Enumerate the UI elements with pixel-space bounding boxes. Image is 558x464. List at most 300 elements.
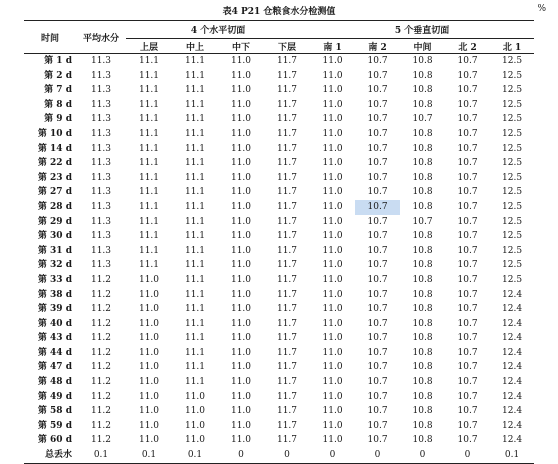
table-cell: 10.7	[457, 377, 478, 388]
table-cell: 12.4	[502, 435, 523, 446]
row-label: 第 2 d	[44, 70, 72, 81]
row-label: 第 9 d	[44, 114, 72, 125]
table-cell: 11.7	[276, 85, 298, 96]
table-cell: 10.8	[412, 143, 433, 154]
table-cell: 12.5	[502, 70, 523, 81]
table-cell: 12.5	[502, 85, 523, 96]
table-cell: 11.1	[184, 85, 206, 96]
table-cell: 11.2	[90, 406, 112, 417]
table-cell: 10.7	[367, 128, 388, 139]
table-cell: 11.1	[184, 245, 206, 256]
table-cell: 10.7	[457, 347, 478, 358]
table-row	[24, 83, 534, 98]
table-cell: 10.8	[412, 274, 433, 285]
table-cell: 11.1	[138, 99, 160, 110]
table-cell: 11.0	[230, 347, 252, 358]
header-group-vertical: 5 个垂直切面	[310, 21, 534, 39]
table-cell: 10.7	[367, 216, 388, 227]
table-cell: 11.1	[138, 143, 160, 154]
table-cell: 10.8	[412, 158, 433, 169]
table-cell: 12.5	[502, 99, 523, 110]
table-cell: 10.7	[457, 333, 478, 344]
table-row	[24, 156, 534, 171]
table-cell: 11.1	[138, 187, 160, 198]
table-cell: 11.7	[276, 114, 298, 125]
table-cell: 11.0	[322, 245, 343, 256]
table-cell: 10.8	[412, 187, 433, 198]
table-cell: 11.0	[138, 435, 160, 446]
table-row	[24, 331, 534, 346]
table-cell: 11.0	[322, 128, 343, 139]
table-cell: 10.7	[457, 187, 478, 198]
table-cell: 11.0	[322, 318, 343, 329]
table-cell: 11.0	[230, 377, 252, 388]
table-cell: 11.0	[230, 362, 252, 373]
table-cell: 10.7	[457, 274, 478, 285]
summary-cell: 0.1	[490, 448, 534, 463]
table-cell: 10.7	[457, 216, 478, 227]
table-cell: 11.0	[322, 70, 343, 81]
table-cell: 11.1	[184, 260, 206, 271]
table-cell: 10.7	[457, 318, 478, 329]
table-cell: 11.1	[138, 56, 160, 66]
table-cell: 11.0	[322, 362, 343, 373]
table-cell: 11.0	[138, 304, 160, 315]
table-cell: 10.7	[367, 406, 388, 417]
table-cell: 12.4	[502, 420, 523, 431]
table-cell: 11.3	[90, 85, 112, 96]
table-cell: 11.0	[322, 377, 343, 388]
table-cell: 11.1	[184, 70, 206, 81]
table-cell: 11.1	[184, 304, 206, 315]
table-cell: 10.7	[457, 201, 478, 212]
table-cell: 11.0	[322, 201, 343, 212]
table-cell: 12.5	[502, 128, 523, 139]
table-row	[24, 215, 534, 230]
table-cell: 11.0	[230, 56, 252, 66]
table-cell: 11.0	[230, 391, 252, 402]
table-cell: 10.7	[355, 200, 400, 215]
summary-cell: 0	[445, 448, 490, 463]
table-cell: 10.7	[457, 143, 478, 154]
header-north-1: 北 1	[490, 39, 534, 54]
table-cell: 10.8	[412, 128, 433, 139]
header-upper-mid: 中上	[172, 39, 218, 54]
summary-cell: 0.1	[76, 448, 126, 463]
table-row	[24, 346, 534, 361]
table-cell: 11.2	[90, 289, 112, 300]
table-cell: 11.3	[90, 99, 112, 110]
table-cell: 10.7	[367, 187, 388, 198]
table-cell: 11.1	[138, 70, 160, 81]
table-cell: 10.8	[412, 435, 433, 446]
header-middle: 中间	[400, 39, 445, 54]
header-north-2: 北 2	[445, 39, 490, 54]
table-cell: 11.0	[138, 420, 160, 431]
table-cell: 10.7	[367, 435, 388, 446]
table-cell: 10.7	[457, 435, 478, 446]
header-time: 时间	[24, 21, 76, 54]
table-cell: 10.8	[412, 406, 433, 417]
table-cell: 10.8	[412, 420, 433, 431]
table-cell: 11.0	[138, 391, 160, 402]
table-cell: 11.0	[322, 274, 343, 285]
table-cell: 11.0	[230, 143, 252, 154]
table-cell: 11.1	[138, 128, 160, 139]
table-cell: 12.4	[502, 289, 523, 300]
table-cell: 11.0	[138, 318, 160, 329]
table-row	[24, 288, 534, 303]
table-row	[24, 171, 534, 186]
table-cell: 10.7	[367, 391, 388, 402]
summary-cell: 0	[264, 448, 310, 463]
table-row	[24, 317, 534, 332]
summary-cell: 0.1	[172, 448, 218, 463]
table-cell: 10.8	[412, 260, 433, 271]
table-cell: 11.7	[276, 435, 298, 446]
table-cell: 12.5	[502, 260, 523, 271]
row-label: 第 28 d	[37, 201, 72, 212]
table-cell: 10.7	[367, 362, 388, 373]
table-cell: 11.1	[138, 172, 160, 183]
table-cell: 10.8	[412, 347, 433, 358]
table-cell: 11.1	[184, 56, 206, 66]
table-row	[24, 244, 534, 259]
table-cell: 11.0	[230, 85, 252, 96]
table-row	[24, 375, 534, 390]
table-cell: 11.7	[276, 158, 298, 169]
table-cell: 11.0	[322, 347, 343, 358]
table-cell: 11.1	[138, 114, 160, 125]
table-cell: 11.0	[322, 406, 343, 417]
summary-cell: 0	[218, 448, 264, 463]
table-cell: 10.8	[412, 172, 433, 183]
table-cell: 10.7	[457, 260, 478, 271]
table-cell: 11.7	[276, 391, 298, 402]
row-label: 第 60 d	[37, 435, 72, 446]
row-label: 第 7 d	[44, 85, 72, 96]
table-cell: 11.2	[90, 391, 112, 402]
row-label: 第 14 d	[37, 143, 72, 154]
table-cell: 11.0	[138, 406, 160, 417]
table-cell: 11.3	[90, 231, 112, 242]
table-cell: 11.1	[184, 114, 206, 125]
row-label: 第 59 d	[37, 420, 72, 431]
table-cell: 11.7	[276, 420, 298, 431]
table-cell: 10.7	[367, 420, 388, 431]
table-cell: 11.7	[276, 406, 298, 417]
table-cell: 11.7	[276, 318, 298, 329]
table-row	[24, 258, 534, 273]
table-cell: 11.0	[138, 377, 160, 388]
table-row	[24, 127, 534, 142]
table-cell: 11.3	[90, 260, 112, 271]
table-cell: 10.8	[412, 318, 433, 329]
table-cell: 11.0	[138, 362, 160, 373]
table-cell: 11.7	[276, 70, 298, 81]
table-cell: 12.4	[502, 391, 523, 402]
table-cell: 11.2	[90, 435, 112, 446]
table-cell: 11.1	[184, 128, 206, 139]
row-label: 第 43 d	[37, 333, 72, 344]
table-row	[24, 273, 534, 288]
table-cell: 11.1	[138, 201, 160, 212]
table-cell: 11.0	[138, 333, 160, 344]
table-cell: 11.1	[138, 85, 160, 96]
table-cell: 11.3	[90, 114, 112, 125]
table-cell: 11.2	[90, 377, 112, 388]
table-row	[24, 433, 534, 448]
table-cell: 10.8	[412, 377, 433, 388]
table-cell: 11.1	[184, 143, 206, 154]
table-cell: 11.7	[276, 99, 298, 110]
table-cell: 11.1	[184, 318, 206, 329]
table-cell: 11.0	[138, 347, 160, 358]
table-cell: 10.7	[457, 362, 478, 373]
table-cell: 11.0	[138, 274, 160, 285]
table-cell: 11.7	[276, 201, 298, 212]
table-row	[24, 200, 534, 215]
table-cell: 11.0	[322, 143, 343, 154]
table-cell: 11.0	[322, 85, 343, 96]
table-cell: 11.7	[276, 333, 298, 344]
moisture-table	[24, 20, 534, 464]
table-cell: 11.7	[276, 377, 298, 388]
table-cell: 10.8	[412, 56, 433, 66]
table-cell: 12.5	[502, 274, 523, 285]
table-cell: 11.2	[90, 333, 112, 344]
table-cell: 11.0	[322, 187, 343, 198]
row-label: 第 30 d	[37, 231, 72, 242]
header-south-2: 南 2	[355, 39, 400, 54]
table-cell: 11.7	[276, 304, 298, 315]
summary-row	[24, 448, 534, 463]
table-cell: 12.5	[502, 143, 523, 154]
header-group-horizontal: 4 个水平切面	[126, 21, 310, 39]
table-cell: 12.5	[502, 245, 523, 256]
row-label: 第 32 d	[37, 260, 72, 271]
table-cell: 11.3	[90, 128, 112, 139]
table-cell: 11.0	[322, 172, 343, 183]
table-cell: 11.0	[230, 406, 252, 417]
table-cell: 11.0	[184, 391, 206, 402]
table-cell: 10.7	[457, 231, 478, 242]
header-top: 上层	[126, 39, 172, 54]
header-south-1: 南 1	[310, 39, 355, 54]
table-cell: 11.1	[184, 201, 206, 212]
table-cell: 11.7	[276, 274, 298, 285]
table-cell: 11.0	[230, 158, 252, 169]
table-cell: 10.7	[367, 85, 388, 96]
table-cell: 11.7	[276, 216, 298, 227]
summary-cell: 0	[400, 448, 445, 463]
table-cell: 11.1	[184, 289, 206, 300]
table-cell: 10.8	[412, 85, 433, 96]
table-cell: 11.7	[276, 245, 298, 256]
table-cell: 11.0	[322, 260, 343, 271]
table-row	[24, 302, 534, 317]
table-cell: 12.5	[502, 201, 523, 212]
table-cell: 11.1	[138, 216, 160, 227]
table-cell: 10.8	[412, 289, 433, 300]
table-cell: 10.7	[457, 114, 478, 125]
table-cell: 12.5	[502, 231, 523, 242]
table-row	[24, 390, 534, 405]
table-cell: 11.0	[230, 420, 252, 431]
summary-label: 总丢水	[24, 448, 76, 463]
table-cell: 11.7	[276, 347, 298, 358]
table-cell: 11.2	[90, 274, 112, 285]
table-cell: 11.2	[90, 362, 112, 373]
table-cell: 10.7	[367, 245, 388, 256]
table-cell: 11.0	[230, 187, 252, 198]
table-cell: 11.0	[138, 289, 160, 300]
table-cell: 11.3	[90, 201, 112, 212]
table-cell: 10.8	[412, 231, 433, 242]
table-cell: 11.3	[90, 172, 112, 183]
table-cell: 10.7	[367, 231, 388, 242]
table-cell: 10.7	[457, 99, 478, 110]
table-cell: 10.7	[457, 304, 478, 315]
table-cell: 11.7	[276, 172, 298, 183]
table-row	[24, 98, 534, 113]
table-cell: 12.4	[502, 347, 523, 358]
row-label: 第 49 d	[37, 391, 72, 402]
table-cell: 11.0	[184, 435, 206, 446]
table-cell: 11.1	[184, 158, 206, 169]
table-cell: 10.8	[412, 245, 433, 256]
table-cell: 11.0	[322, 56, 343, 66]
table-cell: 10.8	[412, 99, 433, 110]
table-cell: 11.3	[90, 70, 112, 81]
table-cell: 11.0	[322, 231, 343, 242]
table-cell: 10.7	[367, 274, 388, 285]
row-label: 第 39 d	[37, 304, 72, 315]
table-row	[24, 419, 534, 434]
table-row	[24, 404, 534, 419]
table-cell: 11.2	[90, 420, 112, 431]
table-cell: 10.7	[457, 56, 478, 66]
table-cell: 10.7	[367, 304, 388, 315]
table-cell: 11.0	[230, 304, 252, 315]
table-cell: 11.1	[184, 274, 206, 285]
table-cell: 11.1	[184, 333, 206, 344]
table-cell: 11.0	[230, 201, 252, 212]
row-label: 第 48 d	[37, 377, 72, 388]
table-cell: 11.1	[184, 377, 206, 388]
row-label: 第 1 d	[44, 56, 72, 66]
table-cell: 11.0	[230, 216, 252, 227]
row-label: 第 33 d	[37, 274, 72, 285]
row-label: 第 58 d	[37, 406, 72, 417]
table-cell: 11.3	[90, 216, 112, 227]
table-cell: 11.0	[230, 172, 252, 183]
table-cell: 10.7	[367, 56, 388, 66]
table-cell: 11.7	[276, 128, 298, 139]
header-bottom: 下层	[264, 39, 310, 54]
table-cell: 11.3	[90, 245, 112, 256]
table-cell: 11.0	[230, 99, 252, 110]
table-cell: 11.0	[322, 391, 343, 402]
table-cell: 11.0	[322, 99, 343, 110]
summary-cell: 0.1	[126, 448, 172, 463]
table-cell: 10.8	[412, 333, 433, 344]
table-cell: 10.7	[367, 318, 388, 329]
header-lower-mid: 中下	[218, 39, 264, 54]
table-row	[24, 69, 534, 84]
table-cell: 11.0	[230, 231, 252, 242]
table-cell: 11.0	[230, 289, 252, 300]
row-label: 第 44 d	[37, 347, 72, 358]
table-cell: 12.5	[502, 56, 523, 66]
table-cell: 11.3	[90, 143, 112, 154]
table-cell: 11.0	[230, 274, 252, 285]
table-cell: 11.1	[184, 231, 206, 242]
table-cell: 10.8	[412, 70, 433, 81]
table-row	[24, 112, 534, 127]
table-cell: 11.0	[230, 333, 252, 344]
table-cell: 12.4	[502, 362, 523, 373]
row-label: 第 22 d	[37, 158, 72, 169]
table-cell: 11.0	[184, 406, 206, 417]
row-label: 第 38 d	[37, 289, 72, 300]
table-cell: 10.7	[412, 114, 433, 125]
table-row	[24, 229, 534, 244]
table-cell: 11.0	[230, 245, 252, 256]
row-label: 第 47 d	[37, 362, 72, 373]
table-cell: 11.1	[184, 347, 206, 358]
row-label: 第 31 d	[37, 245, 72, 256]
table-cell: 11.0	[322, 216, 343, 227]
table-cell: 11.0	[322, 304, 343, 315]
row-label: 第 29 d	[37, 216, 72, 227]
table-cell: 11.7	[276, 56, 298, 66]
table-cell: 10.7	[457, 245, 478, 256]
table-cell: 11.1	[184, 172, 206, 183]
table-cell: 10.7	[367, 377, 388, 388]
table-cell: 10.7	[367, 333, 388, 344]
unit-label: %	[537, 4, 546, 14]
table-cell: 11.7	[276, 362, 298, 373]
table-cell: 10.7	[367, 70, 388, 81]
table-cell: 11.7	[276, 289, 298, 300]
table-cell: 11.0	[230, 260, 252, 271]
table-cell: 11.0	[322, 289, 343, 300]
table-cell: 10.8	[412, 201, 433, 212]
table-cell: 12.4	[502, 377, 523, 388]
table-cell: 11.0	[230, 318, 252, 329]
table-cell: 10.7	[367, 158, 388, 169]
header-avg: 平均水分	[76, 21, 126, 54]
table-row	[24, 142, 534, 157]
table-cell: 10.7	[457, 158, 478, 169]
table-cell: 11.2	[90, 304, 112, 315]
table-cell: 11.3	[90, 187, 112, 198]
table-cell: 10.7	[367, 289, 388, 300]
table-cell: 10.7	[367, 114, 388, 125]
table-cell: 12.5	[502, 172, 523, 183]
table-cell: 10.7	[367, 172, 388, 183]
table-cell: 11.1	[184, 216, 206, 227]
table-cell: 11.0	[230, 128, 252, 139]
row-label: 第 10 d	[37, 128, 72, 139]
table-cell: 11.0	[230, 435, 252, 446]
table-cell: 10.7	[457, 391, 478, 402]
table-cell: 12.5	[502, 187, 523, 198]
row-label: 第 27 d	[37, 187, 72, 198]
table-cell: 12.5	[502, 114, 523, 125]
table-cell: 11.0	[230, 114, 252, 125]
